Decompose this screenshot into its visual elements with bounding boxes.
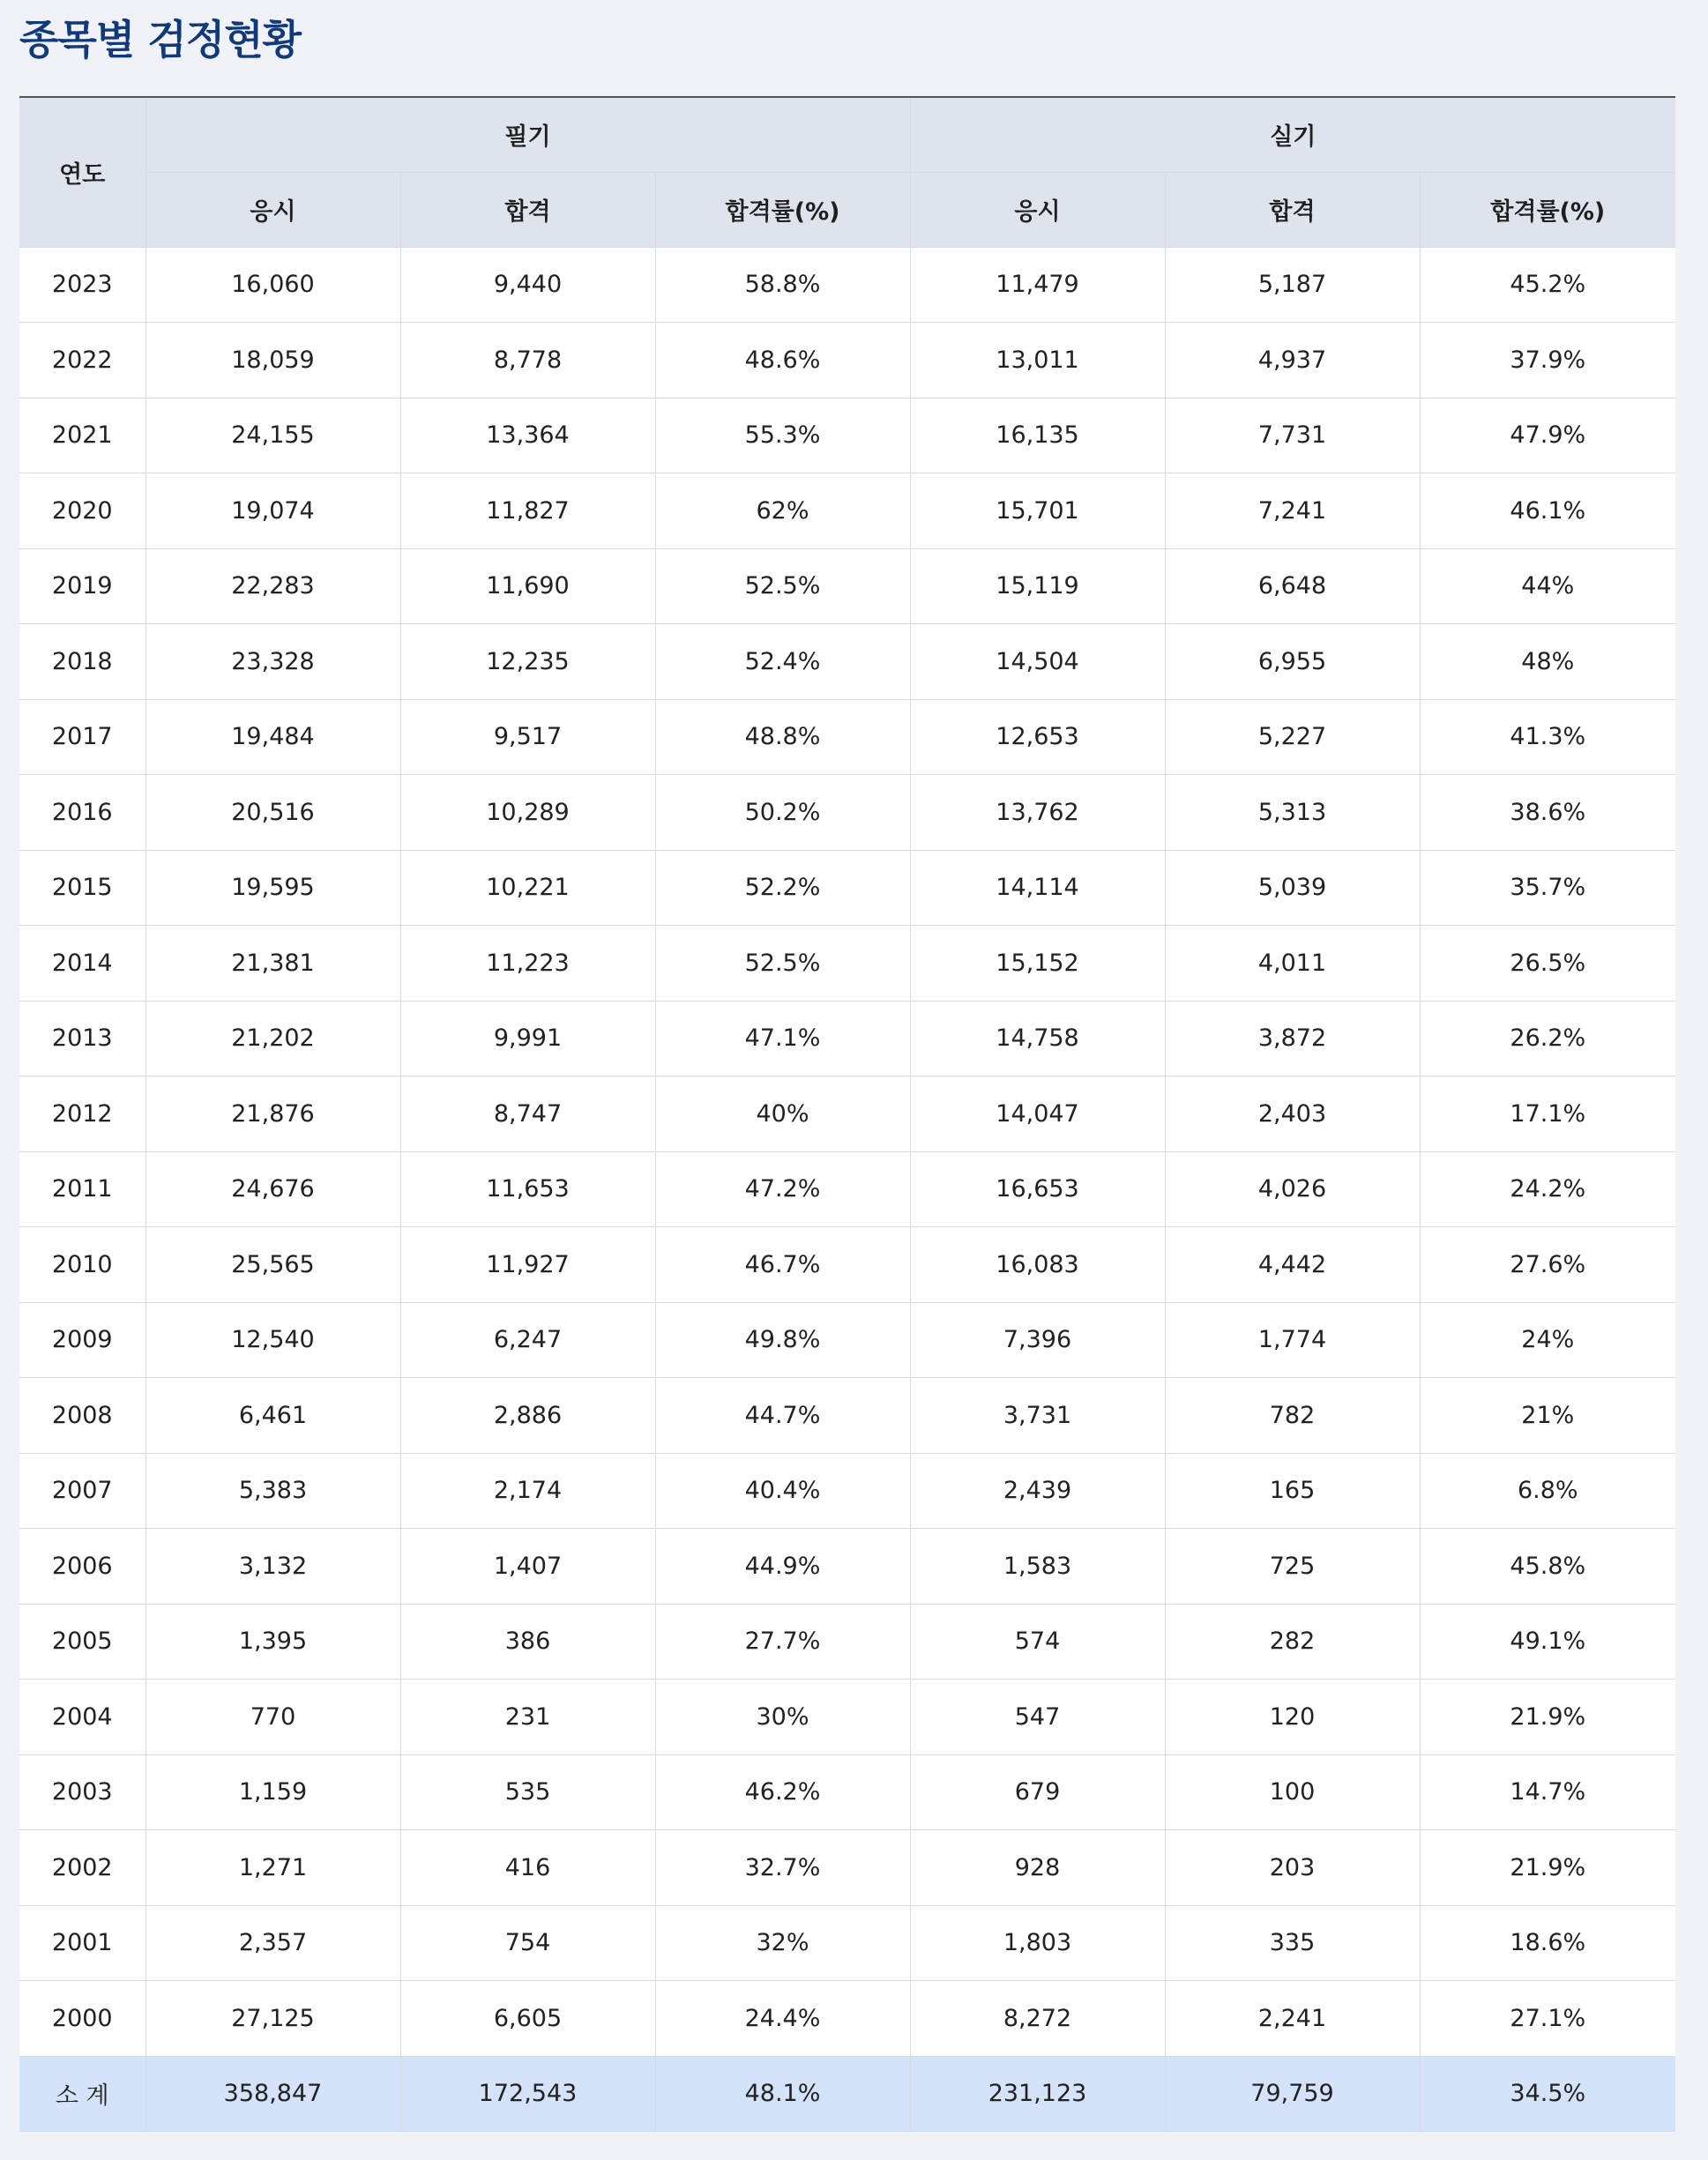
table-cell: 46.2% — [655, 1754, 910, 1830]
exam-stats-table — [19, 96, 1675, 2132]
table-cell: 47.9% — [1420, 398, 1675, 473]
year-cell: 2020 — [19, 473, 145, 549]
table-body — [19, 247, 1675, 2056]
total-cell: 79,759 — [1165, 2056, 1420, 2131]
table-cell: 8,272 — [910, 1981, 1165, 2057]
year-cell: 2015 — [19, 850, 145, 926]
year-cell: 2000 — [19, 1981, 145, 2057]
table-cell: 335 — [1165, 1905, 1420, 1981]
header-written-applied: 응시 — [145, 172, 400, 247]
table-cell: 5,313 — [1165, 775, 1420, 851]
year-cell: 2002 — [19, 1830, 145, 1906]
table-cell: 55.3% — [655, 398, 910, 473]
table-cell: 19,595 — [145, 850, 400, 926]
table-cell: 1,583 — [910, 1529, 1165, 1605]
header-written-rate: 합격률(%) — [655, 172, 910, 247]
table-cell: 48.8% — [655, 699, 910, 775]
total-row — [19, 2056, 1675, 2131]
table-cell: 4,011 — [1165, 926, 1420, 1002]
year-cell: 2022 — [19, 323, 145, 398]
table-cell: 3,132 — [145, 1529, 400, 1605]
year-cell: 2010 — [19, 1227, 145, 1303]
table-cell: 1,159 — [145, 1754, 400, 1830]
table-cell: 21,876 — [145, 1076, 400, 1152]
table-cell: 30% — [655, 1680, 910, 1755]
table-cell: 32% — [655, 1905, 910, 1981]
year-cell: 2023 — [19, 247, 145, 323]
table-cell: 6,461 — [145, 1378, 400, 1454]
table-row — [19, 323, 1675, 398]
table-cell: 12,653 — [910, 699, 1165, 775]
table-row — [19, 926, 1675, 1002]
table-cell: 14,758 — [910, 1001, 1165, 1076]
table-cell: 49.8% — [655, 1302, 910, 1378]
table-cell: 38.6% — [1420, 775, 1675, 851]
table-cell: 19,484 — [145, 699, 400, 775]
table-cell: 47.2% — [655, 1151, 910, 1227]
table-cell: 21.9% — [1420, 1680, 1675, 1755]
table-row — [19, 398, 1675, 473]
year-cell: 2004 — [19, 1680, 145, 1755]
table-cell: 45.8% — [1420, 1529, 1675, 1605]
table-cell: 2,174 — [400, 1453, 655, 1529]
table-cell: 13,762 — [910, 775, 1165, 851]
table-cell: 52.5% — [655, 926, 910, 1002]
table-cell: 47.1% — [655, 1001, 910, 1076]
total-cell: 172,543 — [400, 2056, 655, 2131]
table-cell: 13,011 — [910, 323, 1165, 398]
table-cell: 27,125 — [145, 1981, 400, 2057]
header-group-practical: 실기 — [910, 97, 1675, 172]
header-practical-applied: 응시 — [910, 172, 1165, 247]
table-cell: 27.7% — [655, 1604, 910, 1680]
table-cell: 21.9% — [1420, 1830, 1675, 1906]
table-header — [19, 97, 1675, 247]
table-cell: 5,187 — [1165, 247, 1420, 323]
table-cell: 26.2% — [1420, 1001, 1675, 1076]
year-cell: 2019 — [19, 548, 145, 624]
year-cell: 2006 — [19, 1529, 145, 1605]
table-cell: 15,701 — [910, 473, 1165, 549]
table-cell: 35.7% — [1420, 850, 1675, 926]
table-cell: 14,504 — [910, 624, 1165, 700]
table-cell: 11,827 — [400, 473, 655, 549]
table-row — [19, 473, 1675, 549]
table-cell: 27.1% — [1420, 1981, 1675, 2057]
table-cell: 25,565 — [145, 1227, 400, 1303]
table-cell: 100 — [1165, 1754, 1420, 1830]
table-cell: 754 — [400, 1905, 655, 1981]
year-cell: 2017 — [19, 699, 145, 775]
year-cell: 2021 — [19, 398, 145, 473]
table-cell: 7,731 — [1165, 398, 1420, 473]
table-cell: 10,289 — [400, 775, 655, 851]
table-cell: 14.7% — [1420, 1754, 1675, 1830]
table-cell: 48.6% — [655, 323, 910, 398]
table-cell: 3,872 — [1165, 1001, 1420, 1076]
header-year: 연도 — [19, 97, 145, 247]
table-cell: 40.4% — [655, 1453, 910, 1529]
table-cell: 928 — [910, 1830, 1165, 1906]
year-cell: 2008 — [19, 1378, 145, 1454]
year-cell: 2003 — [19, 1754, 145, 1830]
table-cell: 16,083 — [910, 1227, 1165, 1303]
table-cell: 44% — [1420, 548, 1675, 624]
year-cell: 2014 — [19, 926, 145, 1002]
table-cell: 24.2% — [1420, 1151, 1675, 1227]
table-cell: 725 — [1165, 1529, 1420, 1605]
table-cell: 2,241 — [1165, 1981, 1420, 2057]
table-row — [19, 1378, 1675, 1454]
table-cell: 679 — [910, 1754, 1165, 1830]
table-cell: 12,235 — [400, 624, 655, 700]
year-cell: 2009 — [19, 1302, 145, 1378]
table-cell: 231 — [400, 1680, 655, 1755]
table-cell: 41.3% — [1420, 699, 1675, 775]
table-cell: 19,074 — [145, 473, 400, 549]
table-cell: 11,927 — [400, 1227, 655, 1303]
table-cell: 46.1% — [1420, 473, 1675, 549]
year-cell: 2013 — [19, 1001, 145, 1076]
table-cell: 203 — [1165, 1830, 1420, 1906]
table-cell: 23,328 — [145, 624, 400, 700]
table-row — [19, 1151, 1675, 1227]
table-cell: 16,653 — [910, 1151, 1165, 1227]
table-cell: 46.7% — [655, 1227, 910, 1303]
table-cell: 22,283 — [145, 548, 400, 624]
header-practical-passed: 합격 — [1165, 172, 1420, 247]
header-group-written: 필기 — [145, 97, 910, 172]
table-row — [19, 1680, 1675, 1755]
table-row — [19, 699, 1675, 775]
table-cell: 4,937 — [1165, 323, 1420, 398]
table-row — [19, 850, 1675, 926]
table-row — [19, 1604, 1675, 1680]
table-cell: 2,886 — [400, 1378, 655, 1454]
table-cell: 24,155 — [145, 398, 400, 473]
table-cell: 9,517 — [400, 699, 655, 775]
year-cell: 2018 — [19, 624, 145, 700]
table-cell: 535 — [400, 1754, 655, 1830]
table-cell: 6,955 — [1165, 624, 1420, 700]
year-cell: 2016 — [19, 775, 145, 851]
table-cell: 5,383 — [145, 1453, 400, 1529]
table-cell: 7,396 — [910, 1302, 1165, 1378]
table-cell: 21% — [1420, 1378, 1675, 1454]
table-cell: 52.5% — [655, 548, 910, 624]
year-cell: 2005 — [19, 1604, 145, 1680]
table-cell: 6.8% — [1420, 1453, 1675, 1529]
table-cell: 5,039 — [1165, 850, 1420, 926]
table-cell: 1,803 — [910, 1905, 1165, 1981]
table-cell: 27.6% — [1420, 1227, 1675, 1303]
table-cell: 2,439 — [910, 1453, 1165, 1529]
table-cell: 24.4% — [655, 1981, 910, 2057]
table-cell: 7,241 — [1165, 473, 1420, 549]
table-cell: 2,403 — [1165, 1076, 1420, 1152]
table-row — [19, 775, 1675, 851]
table-cell: 770 — [145, 1680, 400, 1755]
table-cell: 1,774 — [1165, 1302, 1420, 1378]
table-cell: 1,271 — [145, 1830, 400, 1906]
table-row — [19, 1754, 1675, 1830]
table-row — [19, 1830, 1675, 1906]
table-cell: 21,381 — [145, 926, 400, 1002]
table-cell: 37.9% — [1420, 323, 1675, 398]
table-row — [19, 1001, 1675, 1076]
table-cell: 62% — [655, 473, 910, 549]
table-cell: 1,395 — [145, 1604, 400, 1680]
total-cell: 358,847 — [145, 2056, 400, 2131]
table-cell: 11,479 — [910, 247, 1165, 323]
table-cell: 50.2% — [655, 775, 910, 851]
table-cell: 2,357 — [145, 1905, 400, 1981]
table-cell: 44.9% — [655, 1529, 910, 1605]
table-cell: 8,778 — [400, 323, 655, 398]
table-cell: 45.2% — [1420, 247, 1675, 323]
table-cell: 14,047 — [910, 1076, 1165, 1152]
total-cell: 231,123 — [910, 2056, 1165, 2131]
table-cell: 11,690 — [400, 548, 655, 624]
table-cell: 14,114 — [910, 850, 1165, 926]
table-cell: 3,731 — [910, 1378, 1165, 1454]
total-label: 소 계 — [19, 2056, 145, 2131]
table-cell: 6,648 — [1165, 548, 1420, 624]
header-written-passed: 합격 — [400, 172, 655, 247]
table-row — [19, 1529, 1675, 1605]
table-cell: 21,202 — [145, 1001, 400, 1076]
table-cell: 9,440 — [400, 247, 655, 323]
table-cell: 17.1% — [1420, 1076, 1675, 1152]
table-cell: 44.7% — [655, 1378, 910, 1454]
table-footer — [19, 2056, 1675, 2131]
table-cell: 1,407 — [400, 1529, 655, 1605]
total-cell: 48.1% — [655, 2056, 910, 2131]
table-cell: 58.8% — [655, 247, 910, 323]
table-cell: 6,605 — [400, 1981, 655, 2057]
table-cell: 26.5% — [1420, 926, 1675, 1002]
table-row — [19, 1905, 1675, 1981]
table-cell: 4,026 — [1165, 1151, 1420, 1227]
table-cell: 24% — [1420, 1302, 1675, 1378]
table-cell: 15,119 — [910, 548, 1165, 624]
table-row — [19, 247, 1675, 323]
table-cell: 52.4% — [655, 624, 910, 700]
table-cell: 282 — [1165, 1604, 1420, 1680]
table-cell: 48% — [1420, 624, 1675, 700]
total-cell: 34.5% — [1420, 2056, 1675, 2131]
table-row — [19, 1076, 1675, 1152]
year-cell: 2001 — [19, 1905, 145, 1981]
table-cell: 11,653 — [400, 1151, 655, 1227]
table-cell: 18,059 — [145, 323, 400, 398]
table-cell: 40% — [655, 1076, 910, 1152]
table-cell: 9,991 — [400, 1001, 655, 1076]
table-cell: 13,364 — [400, 398, 655, 473]
table-row — [19, 1981, 1675, 2057]
table-cell: 16,060 — [145, 247, 400, 323]
table-cell: 165 — [1165, 1453, 1420, 1529]
table-cell: 32.7% — [655, 1830, 910, 1906]
table-cell: 10,221 — [400, 850, 655, 926]
header-practical-rate: 합격률(%) — [1420, 172, 1675, 247]
table-cell: 416 — [400, 1830, 655, 1906]
table-cell: 547 — [910, 1680, 1165, 1755]
year-cell: 2007 — [19, 1453, 145, 1529]
year-cell: 2012 — [19, 1076, 145, 1152]
table-cell: 20,516 — [145, 775, 400, 851]
table-cell: 386 — [400, 1604, 655, 1680]
table-cell: 49.1% — [1420, 1604, 1675, 1680]
table-row — [19, 1453, 1675, 1529]
table-cell: 16,135 — [910, 398, 1165, 473]
table-cell: 11,223 — [400, 926, 655, 1002]
table-cell: 120 — [1165, 1680, 1420, 1755]
table-cell: 52.2% — [655, 850, 910, 926]
table-cell: 4,442 — [1165, 1227, 1420, 1303]
table-row — [19, 1302, 1675, 1378]
table-row — [19, 1227, 1675, 1303]
table-cell: 12,540 — [145, 1302, 400, 1378]
table-row — [19, 624, 1675, 700]
table-cell: 5,227 — [1165, 699, 1420, 775]
table-cell: 18.6% — [1420, 1905, 1675, 1981]
table-cell: 15,152 — [910, 926, 1165, 1002]
page-title: 종목별 검정현황 — [19, 16, 302, 63]
table-cell: 8,747 — [400, 1076, 655, 1152]
table-cell: 24,676 — [145, 1151, 400, 1227]
table-cell: 574 — [910, 1604, 1165, 1680]
year-cell: 2011 — [19, 1151, 145, 1227]
table-row — [19, 548, 1675, 624]
table-cell: 782 — [1165, 1378, 1420, 1454]
table-cell: 6,247 — [400, 1302, 655, 1378]
